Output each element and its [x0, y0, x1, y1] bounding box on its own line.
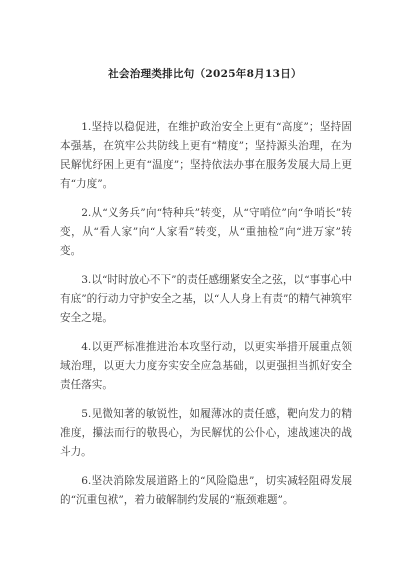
paragraph-4: 4.以更严标准推进治本攻坚行动，以更实举措开展重点领域治理，以更大力度夯实安全应急基础，以更强担当抓好安全责任落实。 — [60, 341, 352, 391]
paragraph-1: 1.坚持以稳促进，在维护政治安全上更有“高度”；坚持固本强基，在筑牢公共防线上更有“精度”；坚持源头治理，在为民解忧纾困上更有“温度”；坚持依法办事在服务发展大局上更有“力度”。 — [60, 121, 352, 190]
paragraph-3: 3.以“时时放心不下”的责任感绷紧安全之弦，以“事事心中有底”的行动力守护安全之基，以“人人身上有责”的精气神筑牢安全之堤。 — [60, 274, 352, 324]
document-title: 社会治理类排比句（2025年8月13日） — [108, 68, 302, 80]
document-body — [60, 118, 352, 520]
paragraph-5: 5.见微知著的敏锐性，如履薄冰的责任感，靶向发力的精准度，攥法而行的敬畏心，为民解忧的公仆心，速战速决的战斗力。 — [60, 408, 352, 458]
paragraph-2: 2.从“义务兵”向“特种兵”转变，从“守哨位”向“争哨长”转变，从“看人家”向“人家看”转变，从“重抽检”向“进万家”转变。 — [60, 207, 352, 257]
paragraph-6: 6.坚决消除发展道路上的“风险隐患”，切实减轻阻碍发展的“沉重包袱”，着力破解制约发展的“瓶颈难题”。 — [60, 475, 352, 506]
